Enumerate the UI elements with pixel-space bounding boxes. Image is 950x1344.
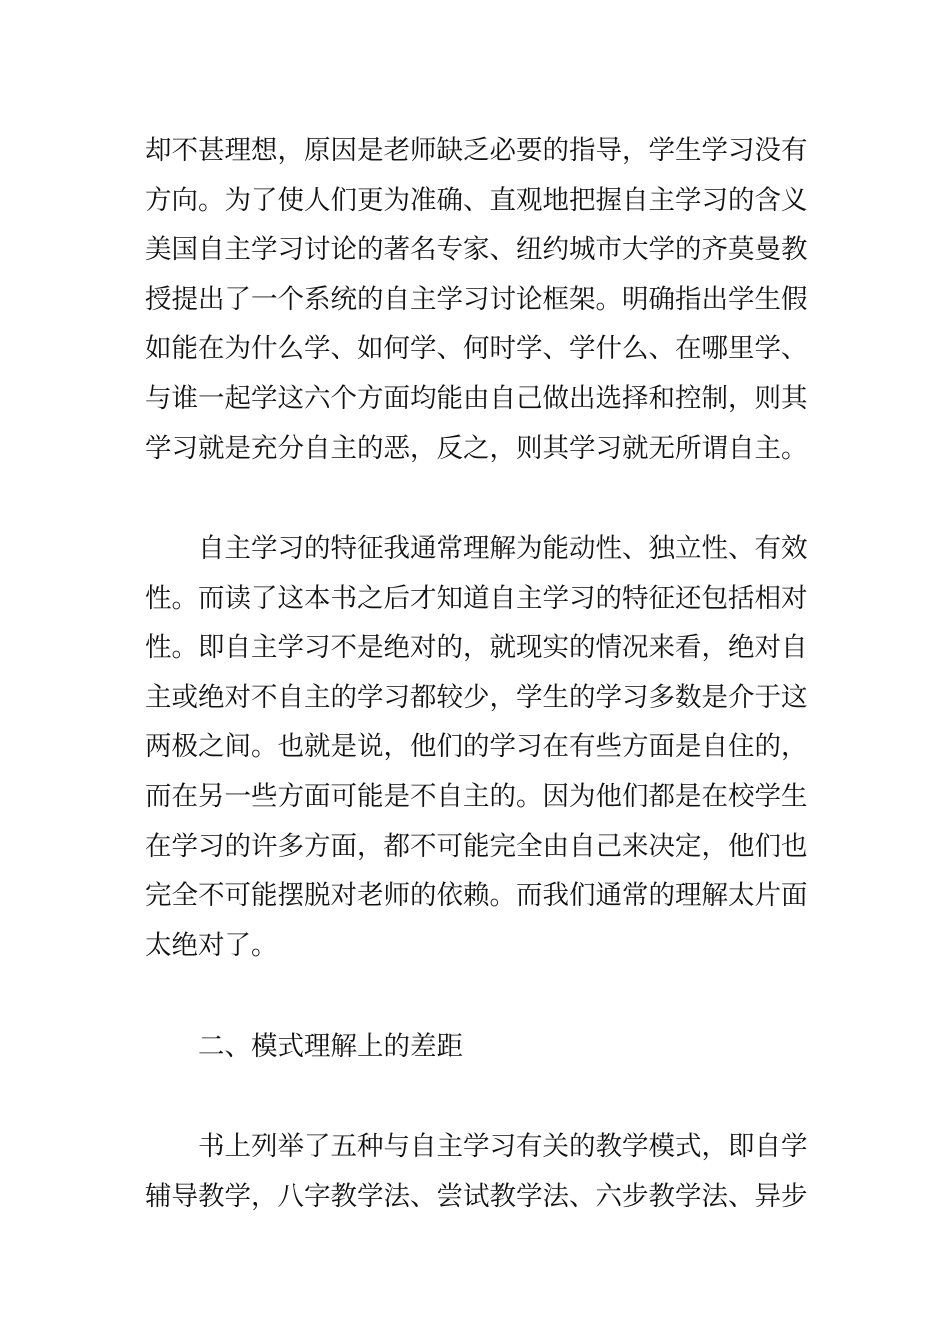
paragraph-autonomy-features: 自主学习的特征我通常理解为能动性、独立性、有效 性。而读了这本书之后才知道自主学习的特征还包括相对 性。即自主学习不是绝对的，就现实的情况来看，绝对自 主或绝对不自主的学习都较少，学生的学习多数是介于这 两极之间。也就是说，他们的学习在有些方面是自住的， 而在另一些方面可能是不自主的。因为他们都是在校学生 在学习的许多方面，都不可能完全由自己来决定，他们也 完全不可能摆脱对老师的依赖。而我们通常的理解太片面 太绝对了。 [145, 533, 808, 961]
section-heading: 二、模式理解上的差距 [198, 1031, 463, 1062]
paragraph-teaching-modes: 书上列举了五种与自主学习有关的教学模式，即自学 辅导教学，八字教学法、尝试教学法、六步教学法、异步 [145, 1131, 808, 1212]
paragraph-continuation: 却不甚理想，原因是老师缺乏必要的指导，学生学习没有 方向。为了使人们更为准确、直观地把握自主学习的含义 美国自主学习讨论的著名专家、纽约城市大学的齐莫曼教 授提出了一个系统的自主学习讨论框架。明确指出学生假 如能在为什么学、如何学、何时学、学什么、在哪里学、 与谁一起学这六个方面均能由自己做出选择和控制，则其 学习就是充分自主的恶，反之，则其学习就无所谓自主。 [145, 135, 808, 464]
